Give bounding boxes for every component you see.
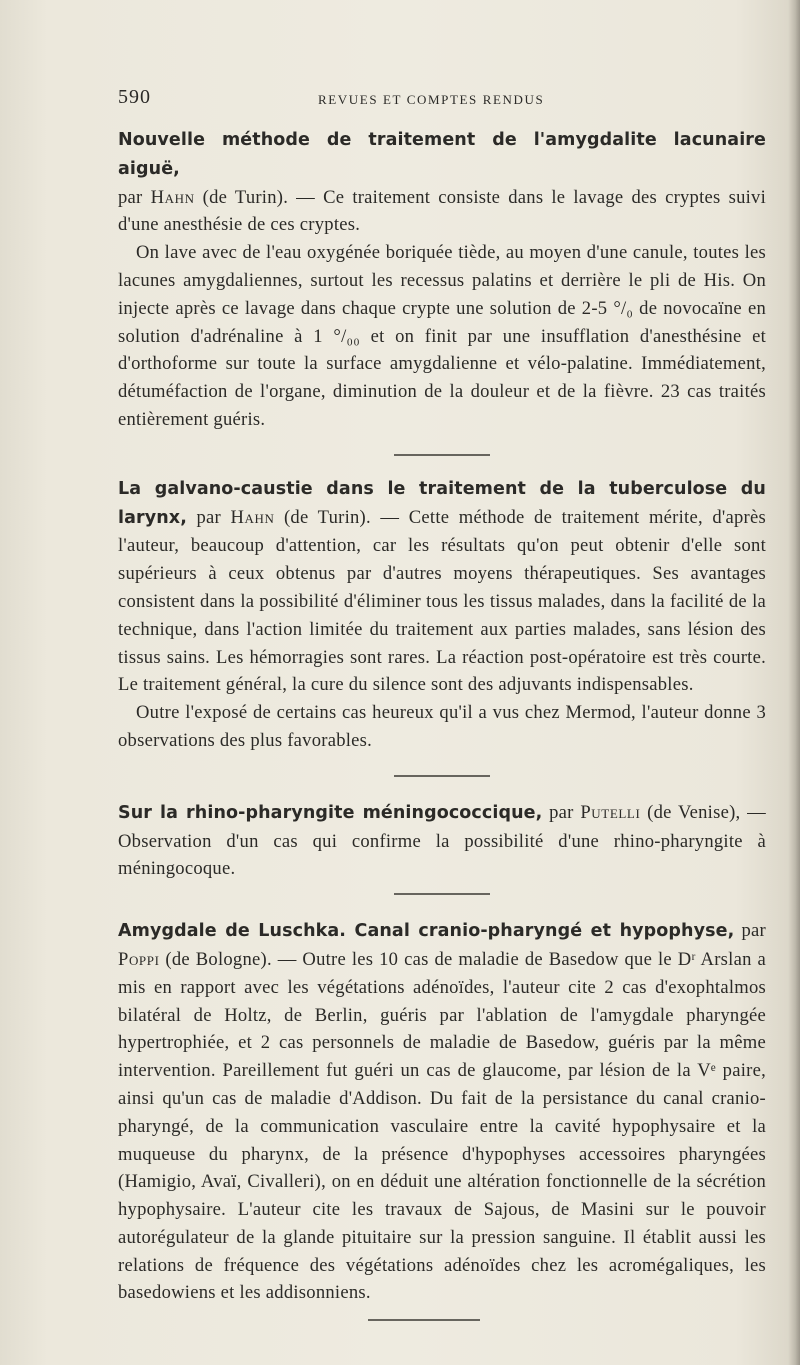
article-title: Amygdale de Luschka. Canal cranio-pharyngé et hypophyse, [118,921,735,942]
article-galvano-caustie [118,475,766,755]
article-author: Hahn [230,506,275,528]
article-author: Poppi [118,948,160,970]
byline-prefix: par [734,920,766,942]
running-head: REVUES ET COMPTES RENDUS [318,92,545,107]
article-luschka [118,917,766,1307]
section-divider [394,775,490,777]
byline-prefix: par [542,801,581,823]
byline-prefix: par [186,506,231,528]
article-author: Hahn [150,186,195,208]
article-lead-text: (de Turin). — Cette méthode de traitement mérite, d'après l'auteur, beaucoup d'attention, car les résultats qu'on peut obtenir d'elle sont supérieurs à ceux obtenus par d'autres moyens thérapeutiques. Ses avantages consistent dans la possibilité d'éliminer tous les tissus malades, dans la facilité de la technique, dans l'action limitée du traitement aux parties malades, sans lésion des tissus sains. Les hémorragies sont rares. La réaction post-opératoire est très courte. Le traitement général, la cure du silence sont des adjuvants indispensables. [118,506,766,696]
page-number: 590 [118,86,151,108]
page-header [118,86,766,116]
article-title: La galvano-caustie dans le traitement de la tuberculose du larynx, [118,478,766,528]
article-paragraph: Outre l'exposé de certains cas heureux qu'il a vus chez Mermod, l'auteur donne 3 observations des plus favorables. [118,702,766,751]
article-lead-paragraph [118,475,766,699]
article-lead-text: (de Turin). — Ce traitement consiste dans le lavage des cryptes suivi d'une anesthésie de ces cryptes. [118,186,766,236]
article-title: Nouvelle méthode de traitement de l'amygdalite lacunaire aiguë, [118,130,766,179]
article-lead-text: (de Bologne). — Outre les 10 cas de maladie de Basedow que le Dʳ Arslan a mis en rapport avec les végétations adénoïdes, l'auteur cite 2 cas d'exophtalmos bilatéral de Holtz, de Berlin, guéris par l'ablation de l'amygdale pharyngée hypertrophiée, et 2 cas personnels de maladie de Basedow, guéris par la même intervention. Pareillement fut guéri un cas de glaucome, par lésion de la Vᵉ paire, ainsi qu'un cas de maladie d'Addison. Du fait de la persistance du canal cranio-pharyngé, de la communication vasculaire entre la cavité hypophysaire et la muqueuse du pharynx, de la présence d'hypophyses accessoires pharyngées (Hamigio, Avaï, Civalleri), on en déduit une altération fonctionnelle de la sécrétion hypophysaire. L'auteur cite les travaux de Sajous, de Masini sur le pouvoir autorégulateur de la glande pituitaire sur la pression sanguine. Il établit aussi les relations de fréquence des végétations adénoïdes chez les acromégaliques, les basedowiens et les addisonniens. [118,948,766,1304]
article-author: Putelli [580,801,641,823]
end-divider [368,1319,480,1321]
article-lead-paragraph [118,799,766,883]
section-divider [394,893,490,895]
article-paragraph: On lave avec de l'eau oxygénée boriquée tiède, au moyen d'une canule, toutes les lacunes amygdaliennes, surtout les recessus palatins et derrière le pli de His. On injecte après ce lavage dans chaque crypte une solution de 2-5 °/₀ de novocaïne en solution d'adrénaline à 1 °/₀₀ et on finit par une insufflation d'anesthésine et d'orthoforme sur toute la surface amygdalienne et vélo-palatine. Immédiatement, détuméfaction de l'organe, diminution de la douleur et de la fièvre. 23 cas traités entièrement guéris. [118,242,766,430]
article-amygdalite [118,126,766,434]
article-lead-text: (de Venise), — Observation d'un cas qui confirme la possibilité d'une rhino-pharyngite à méningocoque. [118,801,767,880]
article-rhino-pharyngite [118,799,766,883]
article-title: Sur la rhino-pharyngite méningococcique, [118,802,543,823]
page-edge-shadow [788,0,800,1365]
section-divider [394,454,490,456]
article-lead-paragraph [118,126,766,239]
page-content [118,126,766,1321]
byline-prefix: par [118,186,151,208]
article-lead-paragraph [118,917,766,1307]
